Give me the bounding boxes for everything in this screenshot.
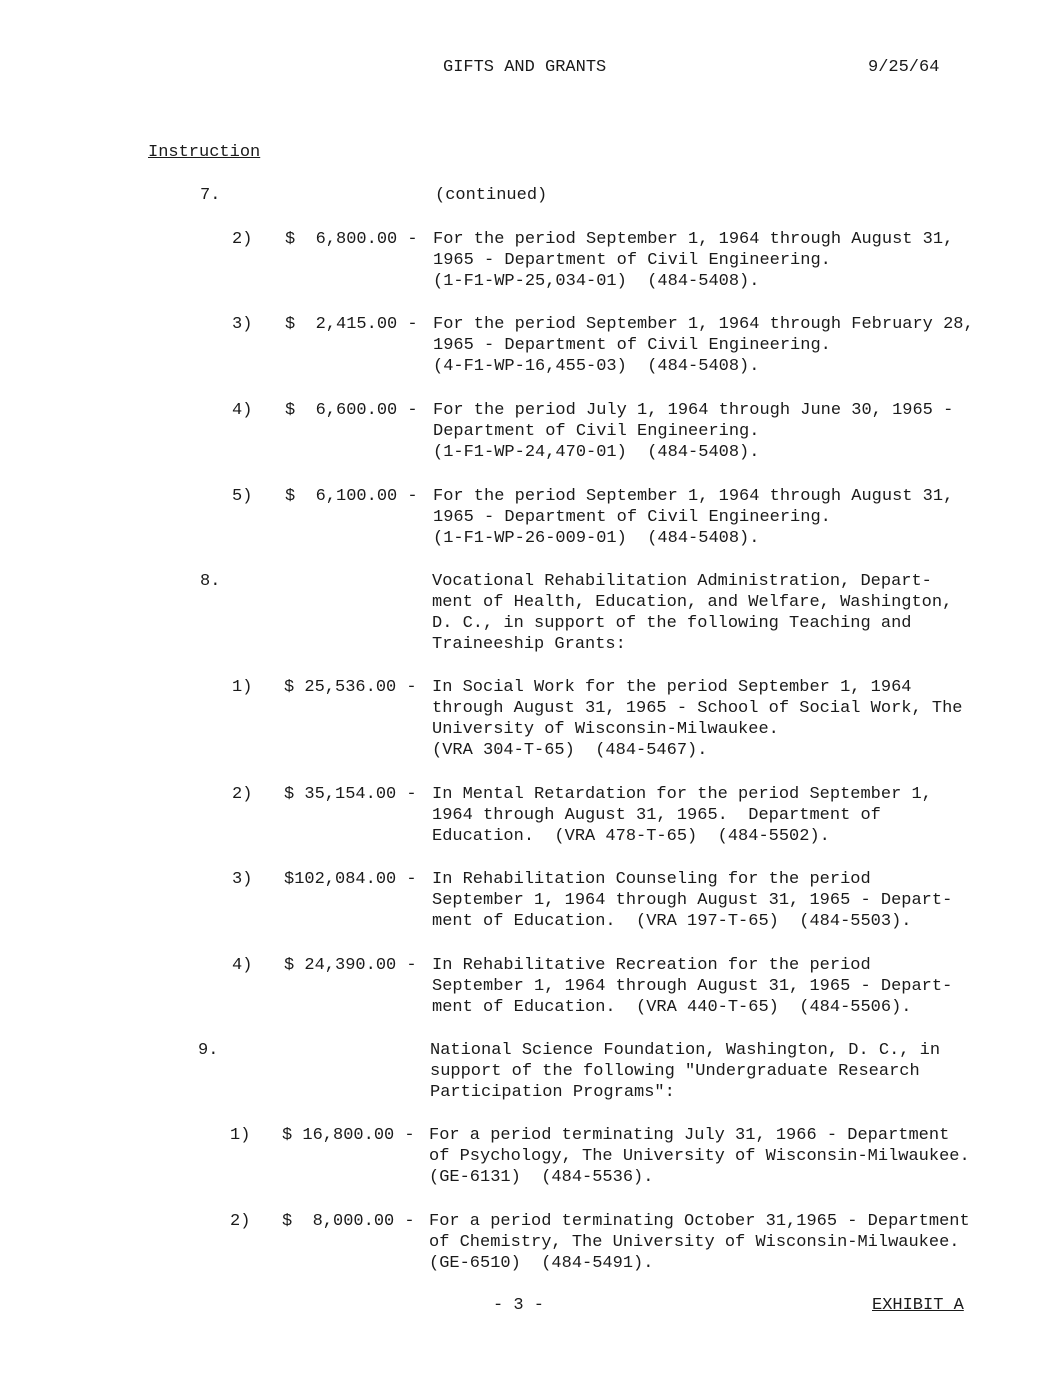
item-number: 9. — [198, 1041, 219, 1060]
grant-description: In Mental Retardation for the period September 1, 1964 through August 31, 1965. Department of Education. (VRA 478-T-65) (484-5502). — [432, 785, 932, 846]
grant-description: For the period September 1, 1964 through February 28, 1965 - Department of Civil Engineering. (4-F1-WP-16,455-03) (484-5408). — [433, 315, 974, 376]
page-number: - 3 - — [493, 1296, 545, 1315]
grant-description: In Social Work for the period September 1, 1964 through August 31, 1965 - School of Social Work, The University of Wisconsin-Milwaukee. (VRA 304-T-65) (484-5467). — [432, 678, 963, 760]
grant-description: In Rehabilitative Recreation for the period September 1, 1964 through August 31, 1965 - Depart- ment of Education. (VRA 440-T-65) (484-5506). — [432, 956, 953, 1017]
item-intro: National Science Foundation, Washington, D. C., in support of the following "Undergraduate Research Participation Programs": — [430, 1041, 941, 1102]
sub-item-number: 4) — [232, 401, 253, 420]
document-date: 9/25/64 — [868, 58, 940, 77]
section-title: Instruction — [148, 143, 261, 162]
sub-item-number: 3) — [232, 315, 253, 334]
grant-description: For the period July 1, 1964 through June 30, 1965 - Department of Civil Engineering. (1-F1-WP-24,470-01) (484-5408). — [433, 401, 954, 462]
grant-amount: $102,084.00 - — [284, 870, 417, 889]
grant-amount: $ 6,600.00 - — [285, 401, 418, 420]
document-title: GIFTS AND GRANTS — [443, 58, 607, 77]
grant-amount: $ 35,154.00 - — [284, 785, 417, 804]
grant-description: For a period terminating October 31,1965 - Department of Chemistry, The University of Wisconsin-Milwaukee. (GE-6510) (484-5491). — [429, 1212, 970, 1273]
sub-item-number: 3) — [232, 870, 253, 889]
grant-amount: $ 8,000.00 - — [282, 1212, 415, 1231]
grant-amount: $ 25,536.00 - — [284, 678, 417, 697]
exhibit-label: EXHIBIT A — [872, 1296, 964, 1315]
sub-item-number: 2) — [232, 785, 253, 804]
grant-description: For the period September 1, 1964 through August 31, 1965 - Department of Civil Engineering. (1-F1-WP-25,034-01) (484-5408). — [433, 230, 954, 291]
sub-item-number: 5) — [232, 487, 253, 506]
item-number: 8. — [200, 572, 221, 591]
grant-amount: $ 2,415.00 - — [285, 315, 418, 334]
grant-amount: $ 6,800.00 - — [285, 230, 418, 249]
sub-item-number: 1) — [232, 678, 253, 697]
item-intro: (continued) — [435, 186, 548, 205]
grant-amount: $ 16,800.00 - — [282, 1126, 415, 1145]
grant-description: For the period September 1, 1964 through August 31, 1965 - Department of Civil Engineering. (1-F1-WP-26-009-01) (484-5408). — [433, 487, 954, 548]
grant-amount: $ 6,100.00 - — [285, 487, 418, 506]
grant-description: In Rehabilitation Counseling for the period September 1, 1964 through August 31, 1965 - Depart- ment of Education. (VRA 197-T-65) (484-5503). — [432, 870, 953, 931]
sub-item-number: 1) — [230, 1126, 251, 1145]
sub-item-number: 2) — [232, 230, 253, 249]
item-intro: Vocational Rehabilitation Administration, Depart- ment of Health, Education, and Welfare, Washington, D. C., in support of the following Teaching and Traineeship Grants: — [432, 572, 953, 654]
grant-amount: $ 24,390.00 - — [284, 956, 417, 975]
item-number: 7. — [200, 186, 221, 205]
sub-item-number: 4) — [232, 956, 253, 975]
sub-item-number: 2) — [230, 1212, 251, 1231]
grant-description: For a period terminating July 31, 1966 - Department of Psychology, The University of Wisconsin-Milwaukee. (GE-6131) (484-5536). — [429, 1126, 970, 1187]
